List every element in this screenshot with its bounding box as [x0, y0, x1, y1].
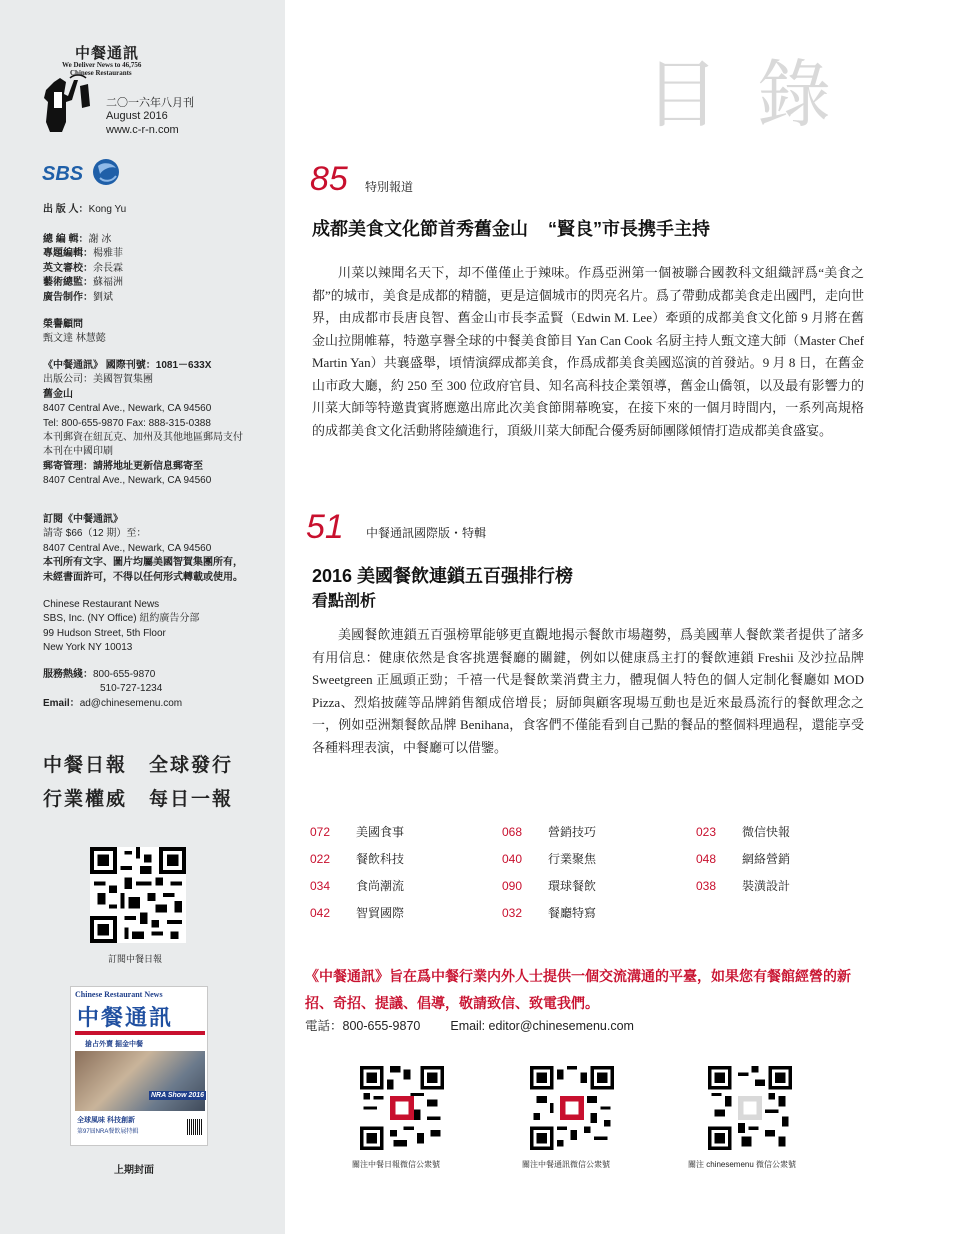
last-issue-cover[interactable] — [70, 986, 208, 1146]
feature-summary-2: 美國餐飲連鎖五百强榜單能够更直觀地揭示餐飲市場趨勢，爲美國華人餐飲業者提供了諸多有用信息：健康依然是食客挑選餐廳的關鍵，例如以健康爲主打的餐飲連鎖 Freshii 及沙拉品牌 Sweetgreen 正風頭正勁；千禧一代是餐飲業消費主力，體現個人特色的個人定制化餐廳如 MOD Pizza、烈焰披薩等品牌銷售額成倍增長；厨師與顧客現場互動也是近來最爲流行的餐飲理念之一，例如亞洲類餐飲品牌 Benihana，食客們不僅能看到自己點的餐品的整個料理過程，還能享受各種料理表演，中餐廳可以借鑒。 — [312, 627, 864, 755]
sbs-logo-text: SBS — [42, 163, 84, 185]
feature-headline[interactable]: 成都美食文化節首秀舊金山 “賢良”市長携手主持 — [312, 219, 711, 239]
qr-caption: 訂閱中餐日報 — [108, 954, 163, 964]
subscription-info — [43, 513, 285, 585]
hotline-number[interactable]: 800-655-9870 — [93, 669, 156, 680]
index-section-title: 智貿國際 — [356, 906, 405, 920]
staff-name: 余長霖 — [93, 262, 123, 274]
feature-subheadline-2: 看點剖析 — [312, 593, 377, 610]
ny-office-line: Chinese Restaurant News — [43, 599, 160, 610]
index-item[interactable] — [502, 850, 596, 867]
page-title: 目錄 — [645, 52, 869, 138]
barcode-icon — [187, 1119, 203, 1135]
staff-role: 藝術總監： — [43, 277, 93, 289]
index-item[interactable] — [696, 850, 790, 867]
index-page-number: 034 — [310, 879, 331, 893]
editor-contact — [305, 1016, 664, 1034]
pub-info-line: 8407 Central Ave., Newark, CA 94560 — [43, 475, 212, 487]
staff-role: 專題編輯： — [43, 248, 93, 260]
index-section-title: 餐飲科技 — [356, 852, 405, 866]
contact-info — [43, 668, 182, 711]
qr-code-icon[interactable] — [360, 1066, 444, 1150]
editor-email-link[interactable]: Email: editor@chinesemenu.com — [450, 1019, 634, 1033]
sidebar — [0, 0, 285, 1234]
publisher-name: Kong Yu — [88, 204, 127, 215]
feature-page-number-2[interactable]: 51 — [306, 508, 344, 546]
staff-row — [43, 262, 123, 276]
qr-caption: 關注中餐通訊微信公衆號 — [522, 1160, 610, 1169]
staff-name: 蘇福洲 — [93, 277, 123, 289]
index-section-title: 環球餐飲 — [548, 879, 597, 893]
staff-row — [43, 233, 123, 247]
index-section-title: 裝潢設計 — [742, 879, 791, 893]
pub-info-line: 本刊郵資在紐瓦克、加州及其他地區郵局支付 — [43, 432, 243, 444]
slogan-text: 每日一報 — [149, 789, 234, 810]
slogan-row — [43, 750, 233, 777]
subscribe-line: 訂閱《中餐通訊》 — [43, 514, 123, 525]
index-item[interactable] — [310, 850, 404, 867]
index-page-number: 072 — [310, 825, 331, 839]
masthead-logo — [40, 42, 280, 142]
cover-stripe — [75, 1031, 205, 1035]
subscribe-line: 請寄 $66（12 期）至： — [43, 528, 147, 540]
subscribe-line: 本刊所有文字、圖片均屬美國智賀集團所有， — [43, 557, 243, 569]
cover-caption: 上期封面 — [114, 1165, 154, 1176]
index-item[interactable] — [696, 877, 790, 894]
email-label: Email： — [43, 697, 80, 709]
cover-subheadline-2: 第97屆NRA餐飲展特輯 — [77, 1129, 139, 1135]
index-page-number: 068 — [502, 825, 523, 839]
slogan-text: 全球發行 — [149, 755, 234, 776]
index-item[interactable] — [310, 904, 404, 921]
index-page-number: 023 — [696, 825, 717, 839]
ny-office-line: SBS, Inc. (NY Office) 紐約廣告分部 — [43, 613, 200, 625]
logo-tagline: We Deliver News to 46,756 — [62, 61, 142, 69]
feature-summary: 川菜以辣聞名天下，却不僅僅止于辣味。作爲亞洲第一個被聯合國教科文組織評爲“美食之都”的城市，美食是成都的精髓，更是這個城市的閃亮名片。爲了帶動成都美食走出國門，走向世界，由成都市長唐良智、舊金山市長李孟賢（Edwin M. Lee）牽頭的成都美食文化節 9 月將在舊金山拉開帷幕，特邀享譽全球的中餐美食節目 Yan Can Cook 名厨主持人甄文達大師（Master Chef Martin Yan）共襄盛舉，頃情演繹成都美食，作爲成都美食美國巡演的首發站。9 月 8 日，在舊金山市政大廳，約 250 至 300 位政府官員、知名高科技企業領導，舊金山僑領，以及最有影響力的川菜大師等特邀貴賓將應邀出席此次美食節開幕晚宴，在接下來的一個月時間内，一系列高規格的成都美食文化活動將陸續進行，頂級川菜大師配合優秀厨師團隊傾情打造成都美食盛宴。 — [312, 265, 864, 438]
pub-info-line: 《中餐通訊》 — [43, 360, 103, 371]
index-section-title: 餐廳特寫 — [548, 906, 597, 920]
index-section-title: 美國食事 — [356, 825, 405, 839]
subscribe-line: 8407 Central Ave., Newark, CA 94560 — [43, 542, 212, 554]
advisors — [43, 318, 106, 347]
staff-row — [43, 291, 123, 305]
cover-headline: 搶占外賣 掘金中餐 — [85, 1041, 143, 1048]
cover-masthead-en: Chinese Restaurant News — [75, 990, 163, 999]
index-page-number: 042 — [310, 906, 331, 920]
ad-email-link[interactable]: ad@chinesemenu.com — [79, 697, 183, 709]
feature-kicker-2: 中餐通訊國際版・特輯 — [366, 526, 487, 540]
index-section-title: 行業聚焦 — [548, 852, 597, 866]
qr-caption: 關注 chinesemenu 微信公衆號 — [688, 1160, 797, 1169]
feature-page-number[interactable]: 85 — [310, 160, 348, 198]
contribution-notice: 《中餐通訊》旨在爲中餐行業内外人士提供一個交流溝通的平臺，如果您有餐館經營的新招、奇招、提議、倡導，敬請致信、致電我們。 — [305, 970, 851, 1012]
staff-role: 廣告制作： — [43, 291, 93, 303]
waiter-icon — [40, 72, 100, 134]
index-item[interactable] — [502, 904, 596, 921]
slogan-row — [43, 784, 233, 811]
logo-tagline-2: Chinese Restaurants — [70, 69, 132, 77]
staff-name: 劉斌 — [93, 291, 113, 303]
staff-role: 英文審校： — [43, 262, 93, 274]
pub-info-line: 8407 Central Ave., Newark, CA 94560 — [43, 403, 212, 415]
index-item[interactable] — [310, 823, 404, 840]
subscribe-line: 未經書面許可，不得以任何形式轉載或使用。 — [43, 571, 243, 583]
staff-row — [43, 276, 123, 290]
ny-office-line: New York NY 10013 — [43, 642, 133, 654]
cover-badge: NRA Show 2016 — [151, 1092, 205, 1099]
index-item[interactable] — [502, 823, 596, 840]
advisors-names: 甄文達 林慧懿 — [43, 333, 106, 345]
index-page-number: 022 — [310, 852, 331, 866]
slogan-text: 中餐日報 — [43, 755, 128, 776]
publication-info — [43, 359, 243, 489]
ny-office-line: 99 Hudson Street, 5th Floor — [43, 627, 166, 639]
index-page-number: 090 — [502, 879, 523, 893]
index-page-number: 038 — [696, 879, 717, 893]
cover-photo — [75, 1051, 205, 1111]
pub-info-line: 郵寄管理：請將地址更新信息郵寄至 — [43, 460, 203, 472]
hotline-number-2[interactable]: 510-727-1234 — [100, 683, 163, 695]
pub-info-line: Tel: 800-655-9870 Fax: 888-315-0388 — [43, 417, 211, 429]
index-section-title: 微信快報 — [742, 825, 791, 839]
index-item[interactable] — [310, 877, 404, 894]
staff-name: 謝 冰 — [88, 234, 112, 245]
index-section-title: 食尚潮流 — [356, 879, 405, 893]
index-section-title: 營銷技巧 — [548, 825, 597, 839]
index-item[interactable] — [502, 877, 596, 894]
publisher-label: 出 版 人： — [43, 204, 89, 215]
qr-caption: 關注中餐日報微信公衆號 — [352, 1160, 440, 1169]
advisors-label: 榮譽顧問 — [43, 319, 83, 330]
qr-code-icon[interactable] — [90, 847, 186, 943]
feature-kicker: 特別報道 — [365, 180, 414, 194]
logo-title: 中餐通訊 — [75, 44, 140, 62]
index-page-number: 048 — [696, 852, 717, 866]
website-link[interactable]: www.c-r-n.com — [106, 124, 179, 136]
staff-row — [43, 247, 123, 261]
cover-subheadline: 全球風味 科技創新 — [77, 1117, 135, 1124]
index-page-number: 032 — [502, 906, 523, 920]
staff-name: 楊雅菲 — [93, 248, 123, 260]
pub-info-line: 國際刊號：1081－633X — [105, 360, 212, 371]
index-item[interactable] — [696, 823, 790, 840]
qr-code-icon[interactable] — [530, 1066, 614, 1150]
cover-masthead-cn: 中餐通訊 — [77, 1005, 174, 1030]
staff-role: 總 編 輯： — [43, 234, 89, 245]
pub-info-line: 本刊在中國印刷 — [43, 446, 113, 458]
issue-date-en: August 2016 — [106, 110, 168, 122]
publisher-row — [43, 203, 126, 217]
sbs-logo-icon — [42, 156, 122, 188]
pub-info-line: 出版公司：美國智賀集團 — [43, 374, 153, 386]
hotline-label: 服務熱綫： — [43, 669, 93, 680]
pub-info-line: 舊金山 — [43, 388, 73, 400]
index-page-number: 040 — [502, 852, 523, 866]
ny-office — [43, 598, 199, 656]
index-section-title: 網絡營銷 — [742, 852, 791, 866]
editor-phone[interactable]: 電話：800-655-9870 — [305, 1019, 421, 1033]
staff-list — [43, 233, 123, 305]
issue-date-cn: 二〇一六年八月刊 — [106, 97, 194, 109]
feature-headline-2[interactable]: 2016 美國餐飲連鎖五百强排行榜 — [312, 566, 574, 586]
qr-code-icon[interactable] — [708, 1066, 792, 1150]
slogan-text: 行業權威 — [43, 789, 128, 810]
